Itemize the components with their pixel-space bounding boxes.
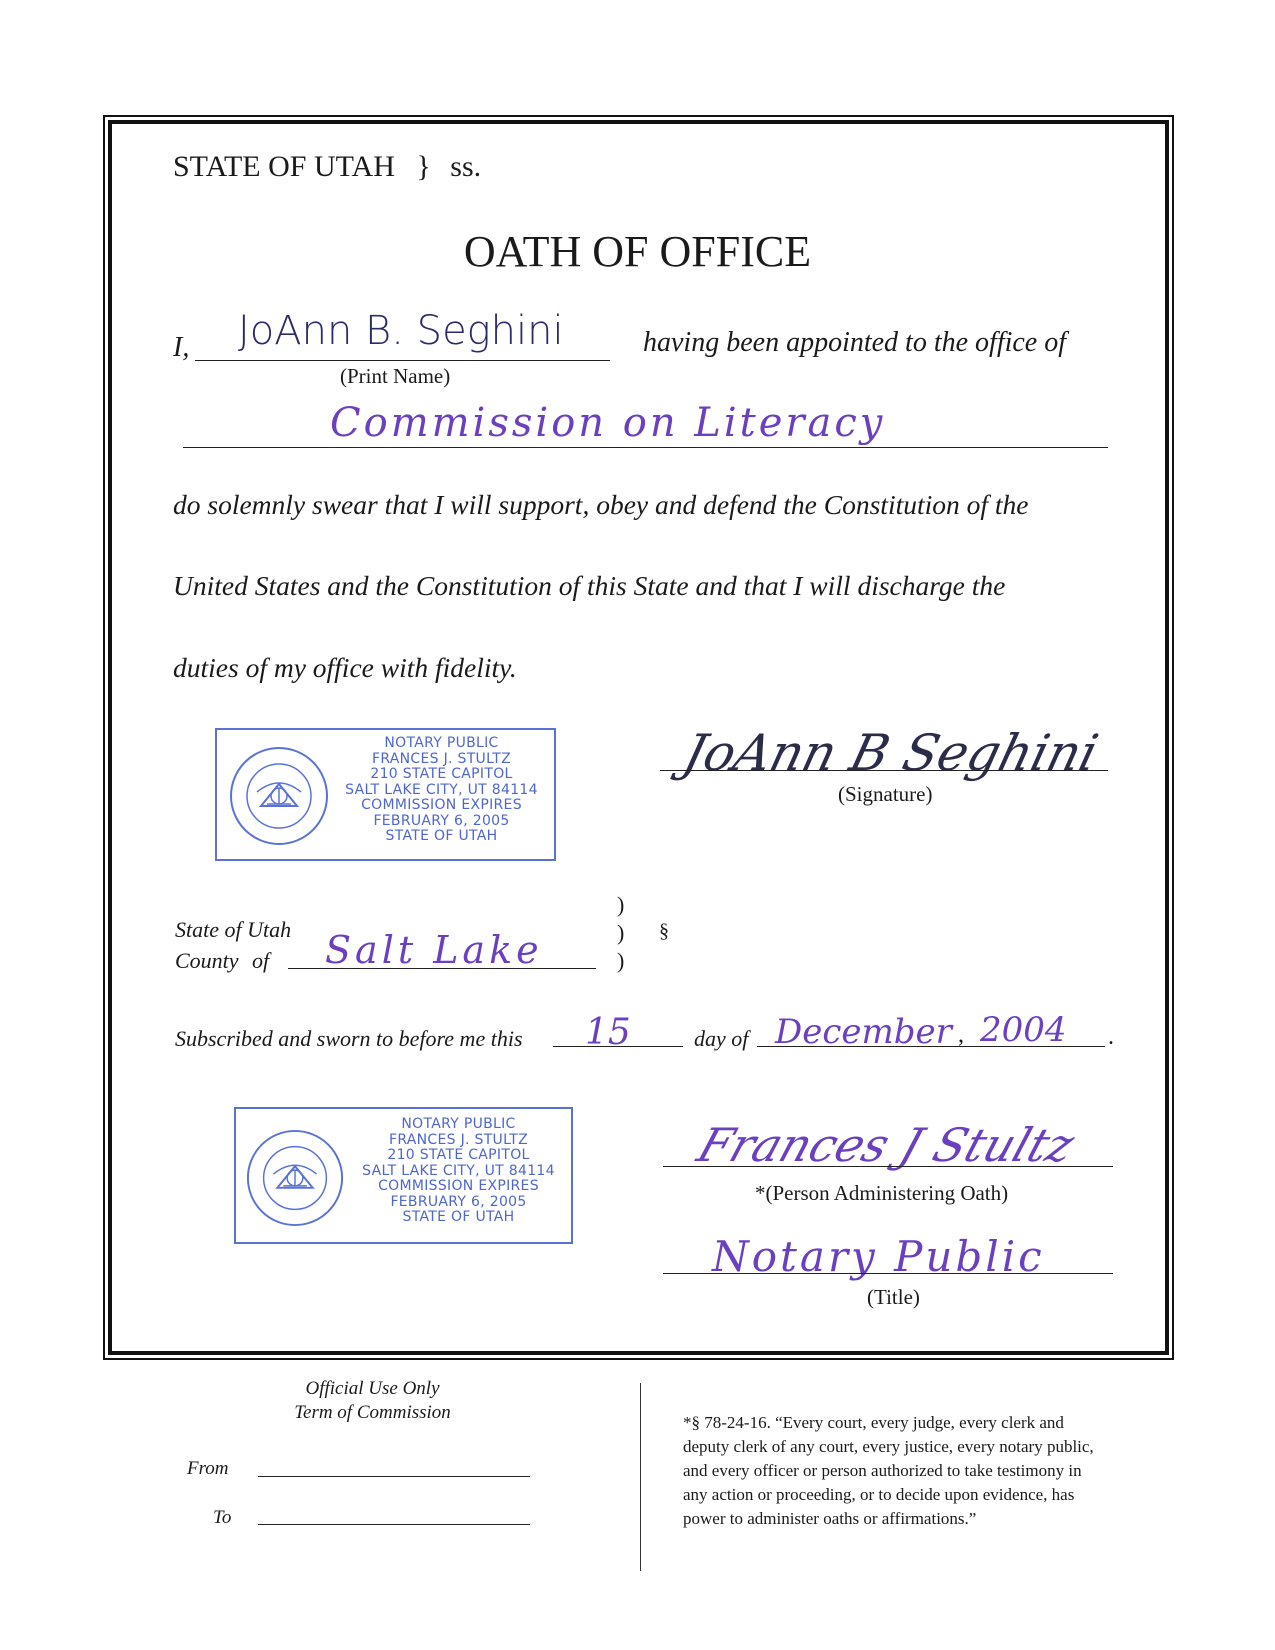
from-label: From <box>187 1458 229 1479</box>
administrator-underline <box>663 1166 1113 1167</box>
oath-line-2: United States and the Constitution of this State and that I will discharge the <box>173 570 1006 601</box>
state-heading <box>173 150 481 184</box>
month-handwritten: December <box>775 1012 952 1052</box>
notary-stamp-1-text <box>329 736 554 845</box>
notary-stamp-1 <box>215 728 556 861</box>
name-underline <box>195 360 610 361</box>
stamp-line: FEBRUARY 6, 2005 <box>373 812 510 829</box>
date-comma: , <box>958 1022 964 1048</box>
printed-name-handwritten: JoAnn B. Seghini <box>238 308 564 354</box>
county-handwritten: Salt Lake <box>325 928 543 972</box>
state-seal-icon <box>244 1127 346 1229</box>
stamp-line: 210 STATE CAPITOL <box>370 766 513 782</box>
footnote-line: any action or proceeding, or to decide upon evidence, has <box>683 1485 1075 1504</box>
oath-line-3: duties of my office with fidelity. <box>173 652 517 683</box>
appointment-suffix: having been appointed to the office of <box>643 327 1067 358</box>
notary-stamp-2 <box>234 1107 573 1244</box>
title-caption: (Title) <box>867 1285 920 1309</box>
venue-paren-2: ) <box>617 920 625 945</box>
footnote-line: deputy clerk of any court, every justice, every notary public, <box>683 1437 1094 1456</box>
year-handwritten: 2004 <box>980 1010 1067 1050</box>
day-handwritten: 15 <box>585 1012 631 1053</box>
footnote-line: power to administer oaths or affirmations.” <box>683 1509 977 1528</box>
stamp-line: STATE OF UTAH <box>385 828 498 844</box>
oath-line-1: do solemnly swear that I will support, obey and defend the Constitution of the <box>173 489 1029 520</box>
stamp-line: FRANCES J. STULTZ <box>371 750 512 767</box>
appointee-signature-handwritten: JoAnn B Seghini <box>677 724 1104 782</box>
stamp-line: SALT LAKE CITY, UT 84114 <box>362 1162 555 1179</box>
venue-state-label: State of Utah <box>175 917 292 942</box>
appointment-prefix: I, <box>173 332 190 363</box>
venue-paren-3: ) <box>617 948 625 973</box>
state-label: STATE OF UTAH <box>173 150 395 183</box>
stamp-line: COMMISSION EXPIRES <box>378 1178 539 1194</box>
stamp-line: NOTARY PUBLIC <box>384 735 499 751</box>
office-underline <box>183 447 1108 448</box>
print-name-caption: (Print Name) <box>340 364 451 388</box>
stamp-line: COMMISSION EXPIRES <box>361 797 522 813</box>
stamp-line: STATE OF UTAH <box>402 1209 515 1225</box>
section-symbol: § <box>659 920 669 942</box>
office-handwritten: Commission on Literacy <box>330 400 886 446</box>
footnote-line: and every officer or person authorized to take testimony in <box>683 1461 1082 1480</box>
stamp-line: FEBRUARY 6, 2005 <box>390 1193 527 1210</box>
stamp-line: 210 STATE CAPITOL <box>387 1147 530 1163</box>
sworn-prefix: Subscribed and sworn to before me this <box>175 1026 523 1051</box>
signature-underline <box>660 770 1108 771</box>
official-use-heading: Official Use Only <box>305 1378 440 1399</box>
date-period: . <box>1108 1024 1114 1050</box>
ss-label: ss. <box>450 150 482 183</box>
administrator-caption: *(Person Administering Oath) <box>755 1181 1009 1205</box>
statute-footnote <box>683 1411 1243 1531</box>
footnote-line: *§ 78-24-16. “Every court, every judge, every clerk and <box>683 1413 1064 1432</box>
venue-county-label: County of <box>175 948 270 973</box>
state-seal-icon <box>227 744 331 848</box>
brace: } <box>416 150 431 183</box>
administrator-signature-handwritten: Frances J Stultz <box>691 1118 1082 1172</box>
footer-divider <box>640 1383 641 1571</box>
notary-stamp-2-text <box>346 1117 571 1226</box>
to-label: To <box>213 1507 232 1528</box>
date-underline <box>757 1046 1105 1047</box>
day-underline <box>553 1046 683 1047</box>
venue-paren-1: ) <box>617 892 625 917</box>
county-underline <box>288 968 596 969</box>
title-handwritten: Notary Public <box>712 1232 1045 1281</box>
to-field[interactable] <box>258 1524 530 1525</box>
stamp-line: SALT LAKE CITY, UT 84114 <box>345 781 538 798</box>
page-title: OATH OF OFFICE <box>463 227 812 276</box>
from-field[interactable] <box>258 1476 530 1477</box>
signature-caption: (Signature) <box>838 782 933 806</box>
term-of-commission-heading: Term of Commission <box>294 1402 451 1423</box>
stamp-line: FRANCES J. STULTZ <box>388 1131 529 1148</box>
stamp-line: NOTARY PUBLIC <box>401 1116 516 1132</box>
day-of-label: day of <box>694 1026 749 1051</box>
title-underline <box>663 1273 1113 1274</box>
